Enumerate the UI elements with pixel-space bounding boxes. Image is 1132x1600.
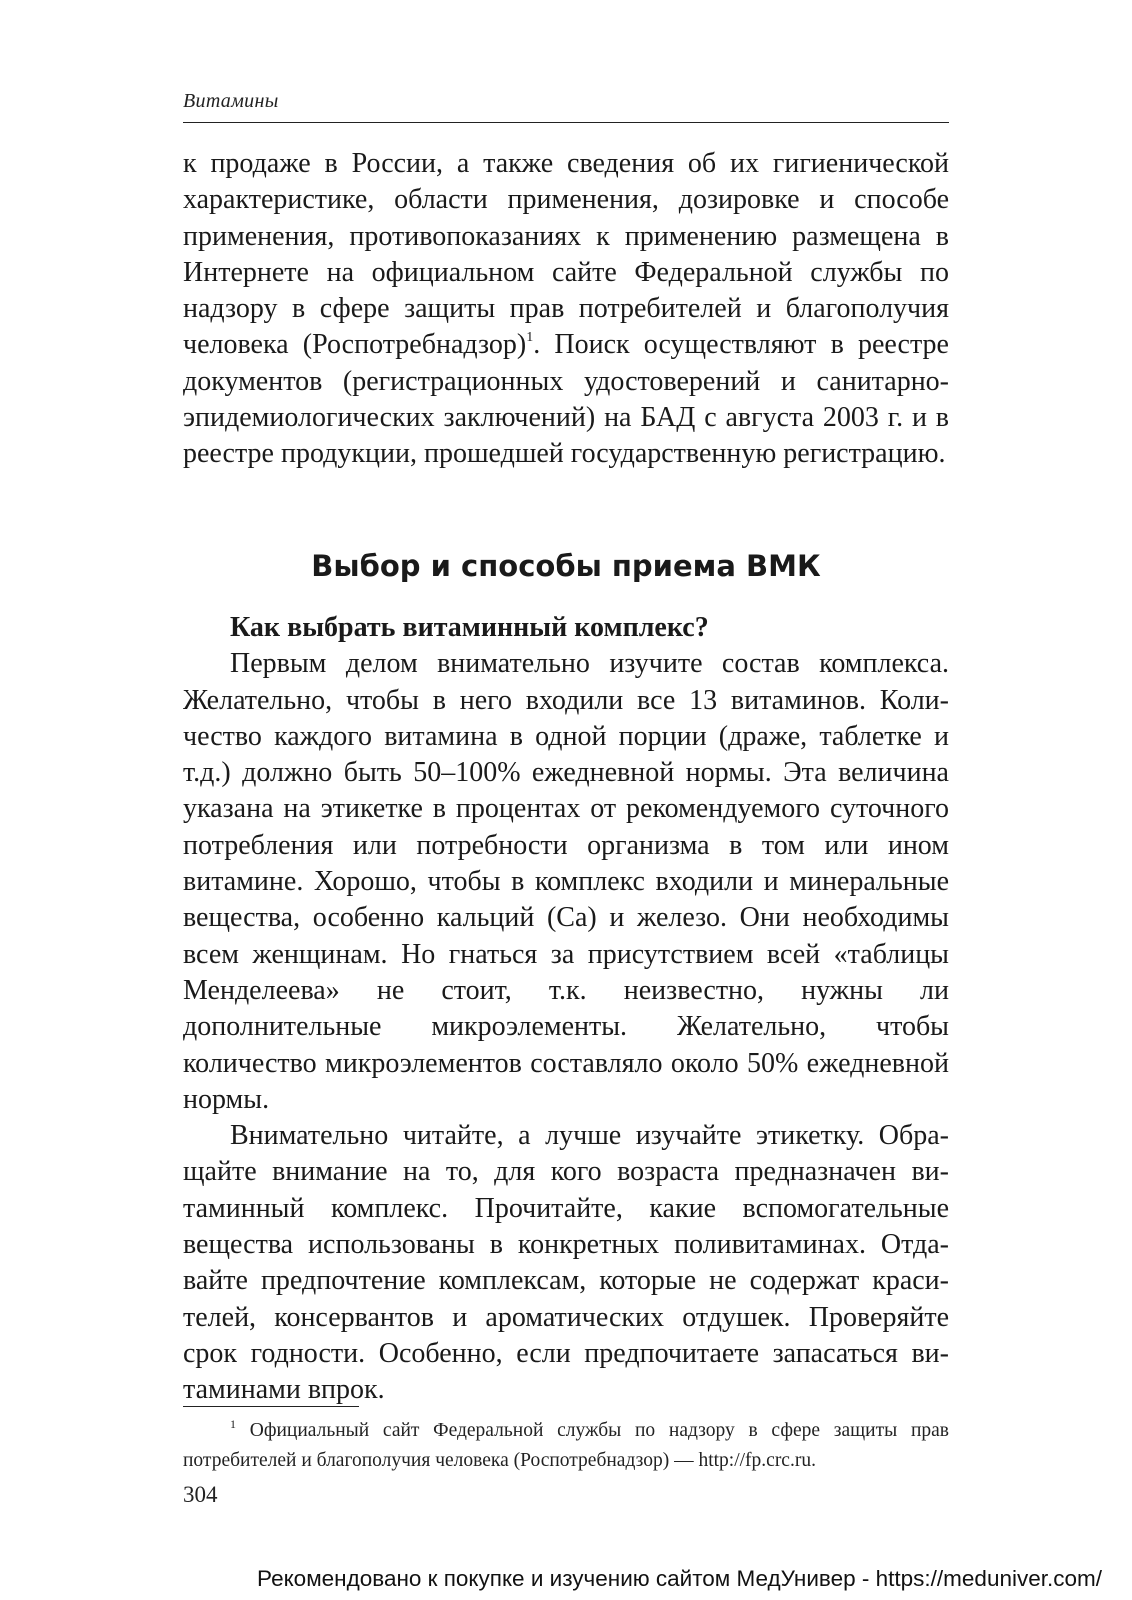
header-rule	[183, 122, 949, 123]
section-title: Выбор и способы приема ВМК	[311, 549, 821, 583]
intro-paragraph-end: . Поиск осуществляют в реестре документов (регистрационных удостоверений и санитарно-эпидемиологических заключений) на БАД с августа 2003 г. и в реестре продукции, прошедшей государственную регистрацию.	[183, 329, 949, 470]
footnote-text: Официальный сайт Федеральной службы по надзору в сфере защиты прав потребителей и благополучия человека (Роспотребнадзор) — http://fp.crc.ru.	[183, 1420, 949, 1471]
footnote-reference: 1	[526, 330, 534, 346]
body-paragraph-1: Первым делом внимательно изучите состав комплекса. Желательно, чтобы в него входили все 13 витаминов. Количество каждого витамина в одной порции (драже, таблетке и т.д.) должно быть 50–100% ежедневной нормы. Эта величина указана на этикетке в процентах от рекомендуемого суточного потребления или потребности организма в том или ином витамине. Хорошо, чтобы в комплекс входили и минеральные вещества, особенно кальций (Са) и железо. Они необходимы всем женщинам. Но гнаться за присутствием всей «таблицы Менделеева» не стоит, т.к. неизвестно, нужны ли дополнительные микроэлементы. Желательно, чтобы количество микроэлементов составляло около 50% ежедневной нормы.	[183, 648, 949, 1115]
intro-text	[183, 146, 949, 473]
intro-paragraph-start: к продаже в России, а также сведения об их гигиенической характеристике, области применения, дозировке и способе применения, противопоказаниях к применению размещена в Интернете на официальном сайте Федеральной службы по надзору в сфере защиты прав потребителей и благополучия человека (Роспотребнадзор)	[183, 148, 949, 361]
watermark-text: Рекомендовано к покупке и изучению сайтом МедУнивер - https://meduniver.com/	[257, 1566, 1102, 1591]
section-body	[183, 610, 949, 1409]
footnote-rule	[183, 1406, 359, 1407]
subheading: Как выбрать витаминный комплекс?	[230, 612, 709, 643]
page-number: 304	[183, 1482, 218, 1507]
body-paragraph-2: Внимательно читайте, а лучше изучайте этикетку. Обращайте внимание на то, для кого возраста предназначен витаминный комплекс. Прочитайте, какие вспомогательные вещества использованы в конкретных поливитаминах. Отдавайте предпочтение комплексам, которые не содержат красителей, консервантов и ароматических отдушек. Проверяйте срок годности. Особенно, если предпочитаете запасаться витаминами впрок.	[183, 1120, 949, 1406]
footnote-marker: 1	[230, 1417, 236, 1431]
intro-paragraph	[183, 146, 949, 473]
running-head: Витамины	[183, 90, 279, 112]
footnote	[183, 1416, 949, 1476]
